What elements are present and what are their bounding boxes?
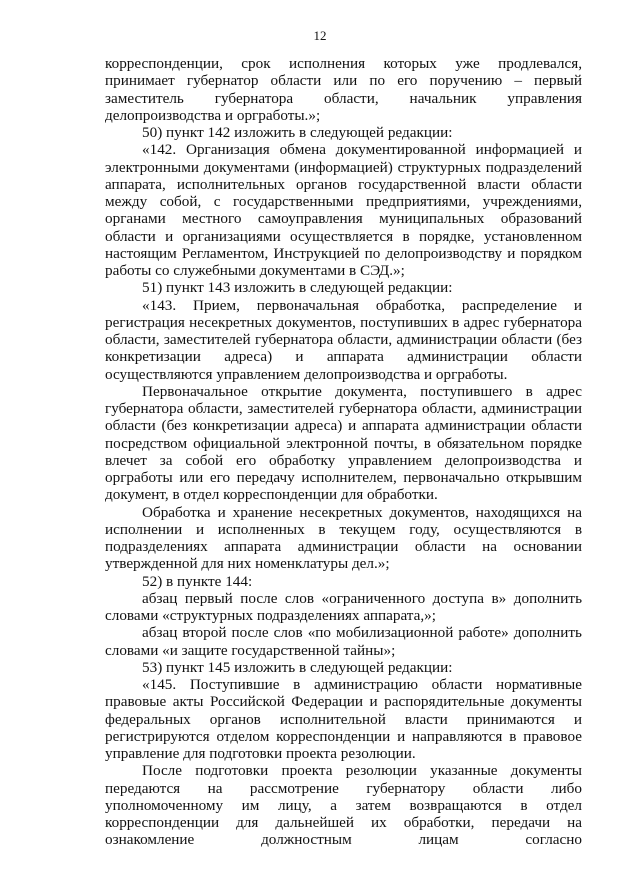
paragraph: 51) пункт 143 изложить в следующей редакции:: [142, 279, 453, 297]
paragraph: «145. Поступившие в администрацию области нормативные правовые акты Российской Федерации и распорядительные документы федеральных органов исполнительной власти принимаются и регистрируются отделом корреспонденции и направляются в правовое управление для подготовки проекта резолюции.: [105, 676, 582, 762]
paragraph: абзац второй после слов «по мобилизационной работе» дополнить словами «и защите государственной тайны»;: [105, 624, 582, 659]
page-number: 12: [313, 28, 327, 43]
paragraph: абзац первый после слов «ограниченного доступа в» дополнить словами «структурных подразделениях аппарата,»;: [105, 589, 582, 624]
paragraph: корреспонденции, срок исполнения которых уже продлевался, принимает губернатор области или по его поручению – первый заместитель губернатора области, начальник управления делопроизводства и оргработы.»;: [105, 55, 582, 124]
paragraph: Обработка и хранение несекретных документов, находящихся на исполнении и исполненных в текущем году, осуществляются в подразделениях аппарата администрации области на основании утвержденной для них номенклатуры дел.»;: [105, 503, 582, 573]
paragraph: «143. Прием, первоначальная обработка, распределение и регистрация несекретных документов, поступивших в адрес губернатора области, заместителей губернатора области, администрации области (без конкретизации адреса) и аппарата администрации области осуществляются управлением делопроизводства и оргработы.: [105, 296, 582, 383]
document-body: [105, 55, 582, 849]
paragraph: 52) в пункте 144:: [142, 572, 253, 590]
paragraph: «142. Организация обмена документированной информацией и электронными документами (информацией) структурных подразделений аппарата, исполнительных органов государственной власти области между собой, с государственными предприятиями, учреждениями, органами местного самоуправления муниципальных образований области и организациями осуществляется в порядке, установленном настоящим Регламентом, Инструкцией по делопроизводству и порядком работы со служебными документами в СЭД.»;: [105, 141, 582, 279]
paragraph: 50) пункт 142 изложить в следующей редакции:: [142, 124, 453, 141]
paragraph: Первоначальное открытие документа, поступившего в адрес губернатора области, заместителей губернатора области, администрации области (без конкретизации адреса) и аппарата администрации области посредством официальной электронной почты, в обязательном порядке влечет за собой его обработку управлением делопроизводства и оргработы или его передачу исполнителем, первоначально открывшим документ, в отдел корреспонденции для обработки.: [105, 382, 582, 504]
paragraph: После подготовки проекта резолюции указанные документы передаются на рассмотрение губернатору области либо уполномоченному им лицу, а затем возвращаются в отдел корреспонденции для дальнейшей их обработки, передачи на ознакомление должностным лицам согласно: [105, 762, 582, 849]
paragraph: 53) пункт 145 изложить в следующей редакции:: [142, 658, 453, 676]
